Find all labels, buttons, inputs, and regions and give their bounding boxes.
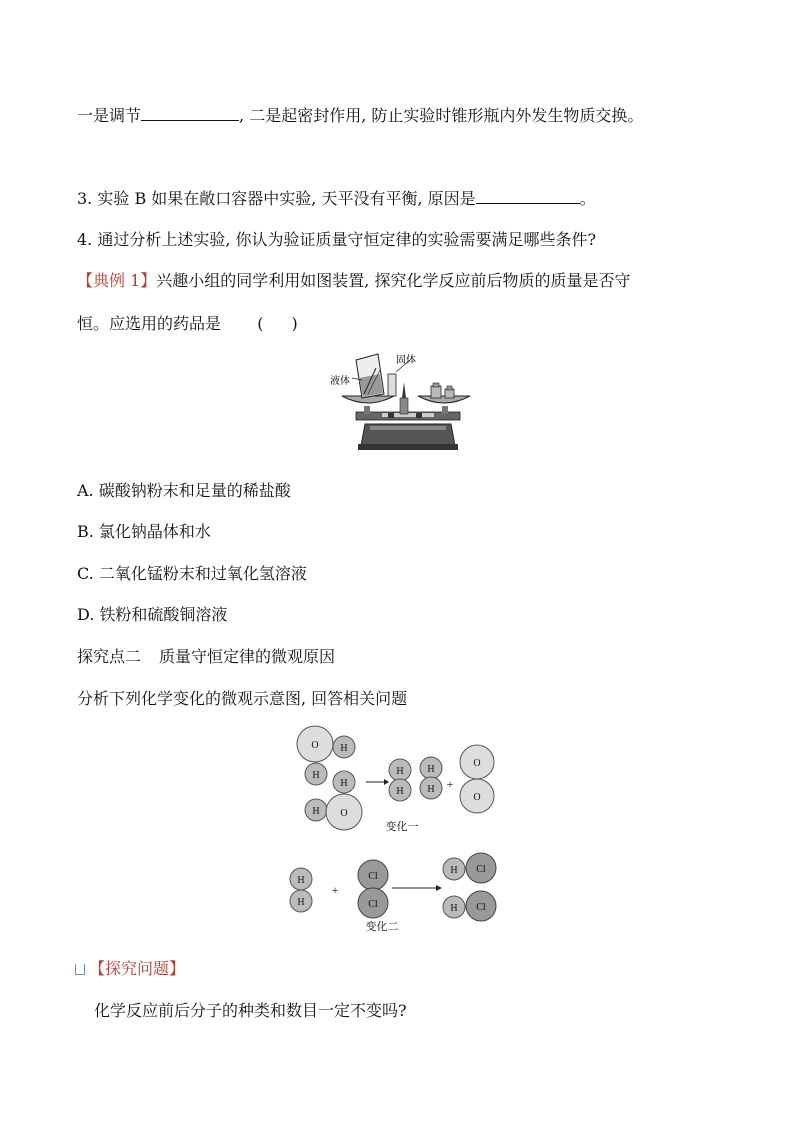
answer-paren[interactable]: ( ): [257, 314, 298, 333]
answer-blank[interactable]: [476, 187, 580, 204]
option-d[interactable]: D. 铁粉和硫酸铜溶液: [77, 605, 228, 624]
change-2-diagram: [286, 852, 504, 936]
svg-text:Cl: Cl: [368, 871, 378, 882]
svg-text:H: H: [297, 897, 305, 908]
caption-change-2: 变化二: [365, 921, 399, 933]
svg-text:H: H: [297, 875, 305, 886]
label-solid: 固体: [396, 355, 416, 366]
section-heading: 探究点二 质量守恒定律的微观原因: [77, 647, 336, 666]
answer-blank[interactable]: [141, 104, 239, 121]
svg-text:H: H: [396, 786, 404, 797]
balance-figure: [328, 350, 478, 454]
change-1-diagram: [292, 724, 504, 836]
example-1-line2: 恒。应选用的药品是 ( ): [77, 314, 298, 333]
inquiry-heading: 【探究问题】: [75, 958, 185, 980]
svg-text:H: H: [427, 784, 435, 795]
caption-change-1: 变化一: [385, 821, 419, 833]
svg-text:O: O: [311, 740, 319, 751]
sentence-seal-purpose: 一是调节 , 二是起密封作用, 防止实验时锥形瓶内外发生物质交换。: [77, 106, 644, 125]
example-tag: 【典例 1】: [77, 271, 157, 290]
question-4: 4. 通过分析上述实验, 你认为验证质量守恒定律的实验需要满足哪些条件?: [77, 230, 597, 249]
option-b[interactable]: B. 氯化钠晶体和水: [77, 522, 211, 541]
option-c[interactable]: C. 二氧化锰粉末和过氧化氢溶液: [77, 564, 307, 583]
svg-text:H: H: [312, 806, 320, 817]
svg-text:O: O: [340, 808, 348, 819]
instruction: 分析下列化学变化的微观示意图, 回答相关问题: [77, 689, 408, 708]
svg-text:Cl: Cl: [476, 902, 486, 913]
svg-text:H: H: [427, 764, 435, 775]
svg-text:O: O: [473, 792, 481, 803]
svg-text:H: H: [396, 766, 404, 777]
svg-text:O: O: [473, 758, 481, 769]
svg-text:+: +: [446, 777, 454, 791]
question-3: 3. 实验 B 如果在敞口容器中实验, 天平没有平衡, 原因是 。: [77, 189, 596, 208]
svg-text:H: H: [312, 770, 320, 781]
svg-text:H: H: [450, 903, 458, 914]
svg-text:H: H: [340, 743, 348, 754]
bookmark-icon: [75, 964, 85, 975]
label-liquid: 液体: [330, 376, 350, 387]
option-a[interactable]: A. 碳酸钠粉末和足量的稀盐酸: [77, 481, 291, 500]
svg-text:H: H: [340, 778, 348, 789]
svg-text:H: H: [450, 865, 458, 876]
example-1-line1: 【典例 1】兴趣小组的同学利用如图装置, 探究化学反应前后物质的质量是否守: [77, 271, 631, 290]
svg-text:+: +: [331, 883, 339, 897]
svg-text:Cl: Cl: [476, 864, 486, 875]
svg-text:Cl: Cl: [368, 899, 378, 910]
inquiry-question: 化学反应前后分子的种类和数目一定不变吗?: [94, 1001, 407, 1020]
